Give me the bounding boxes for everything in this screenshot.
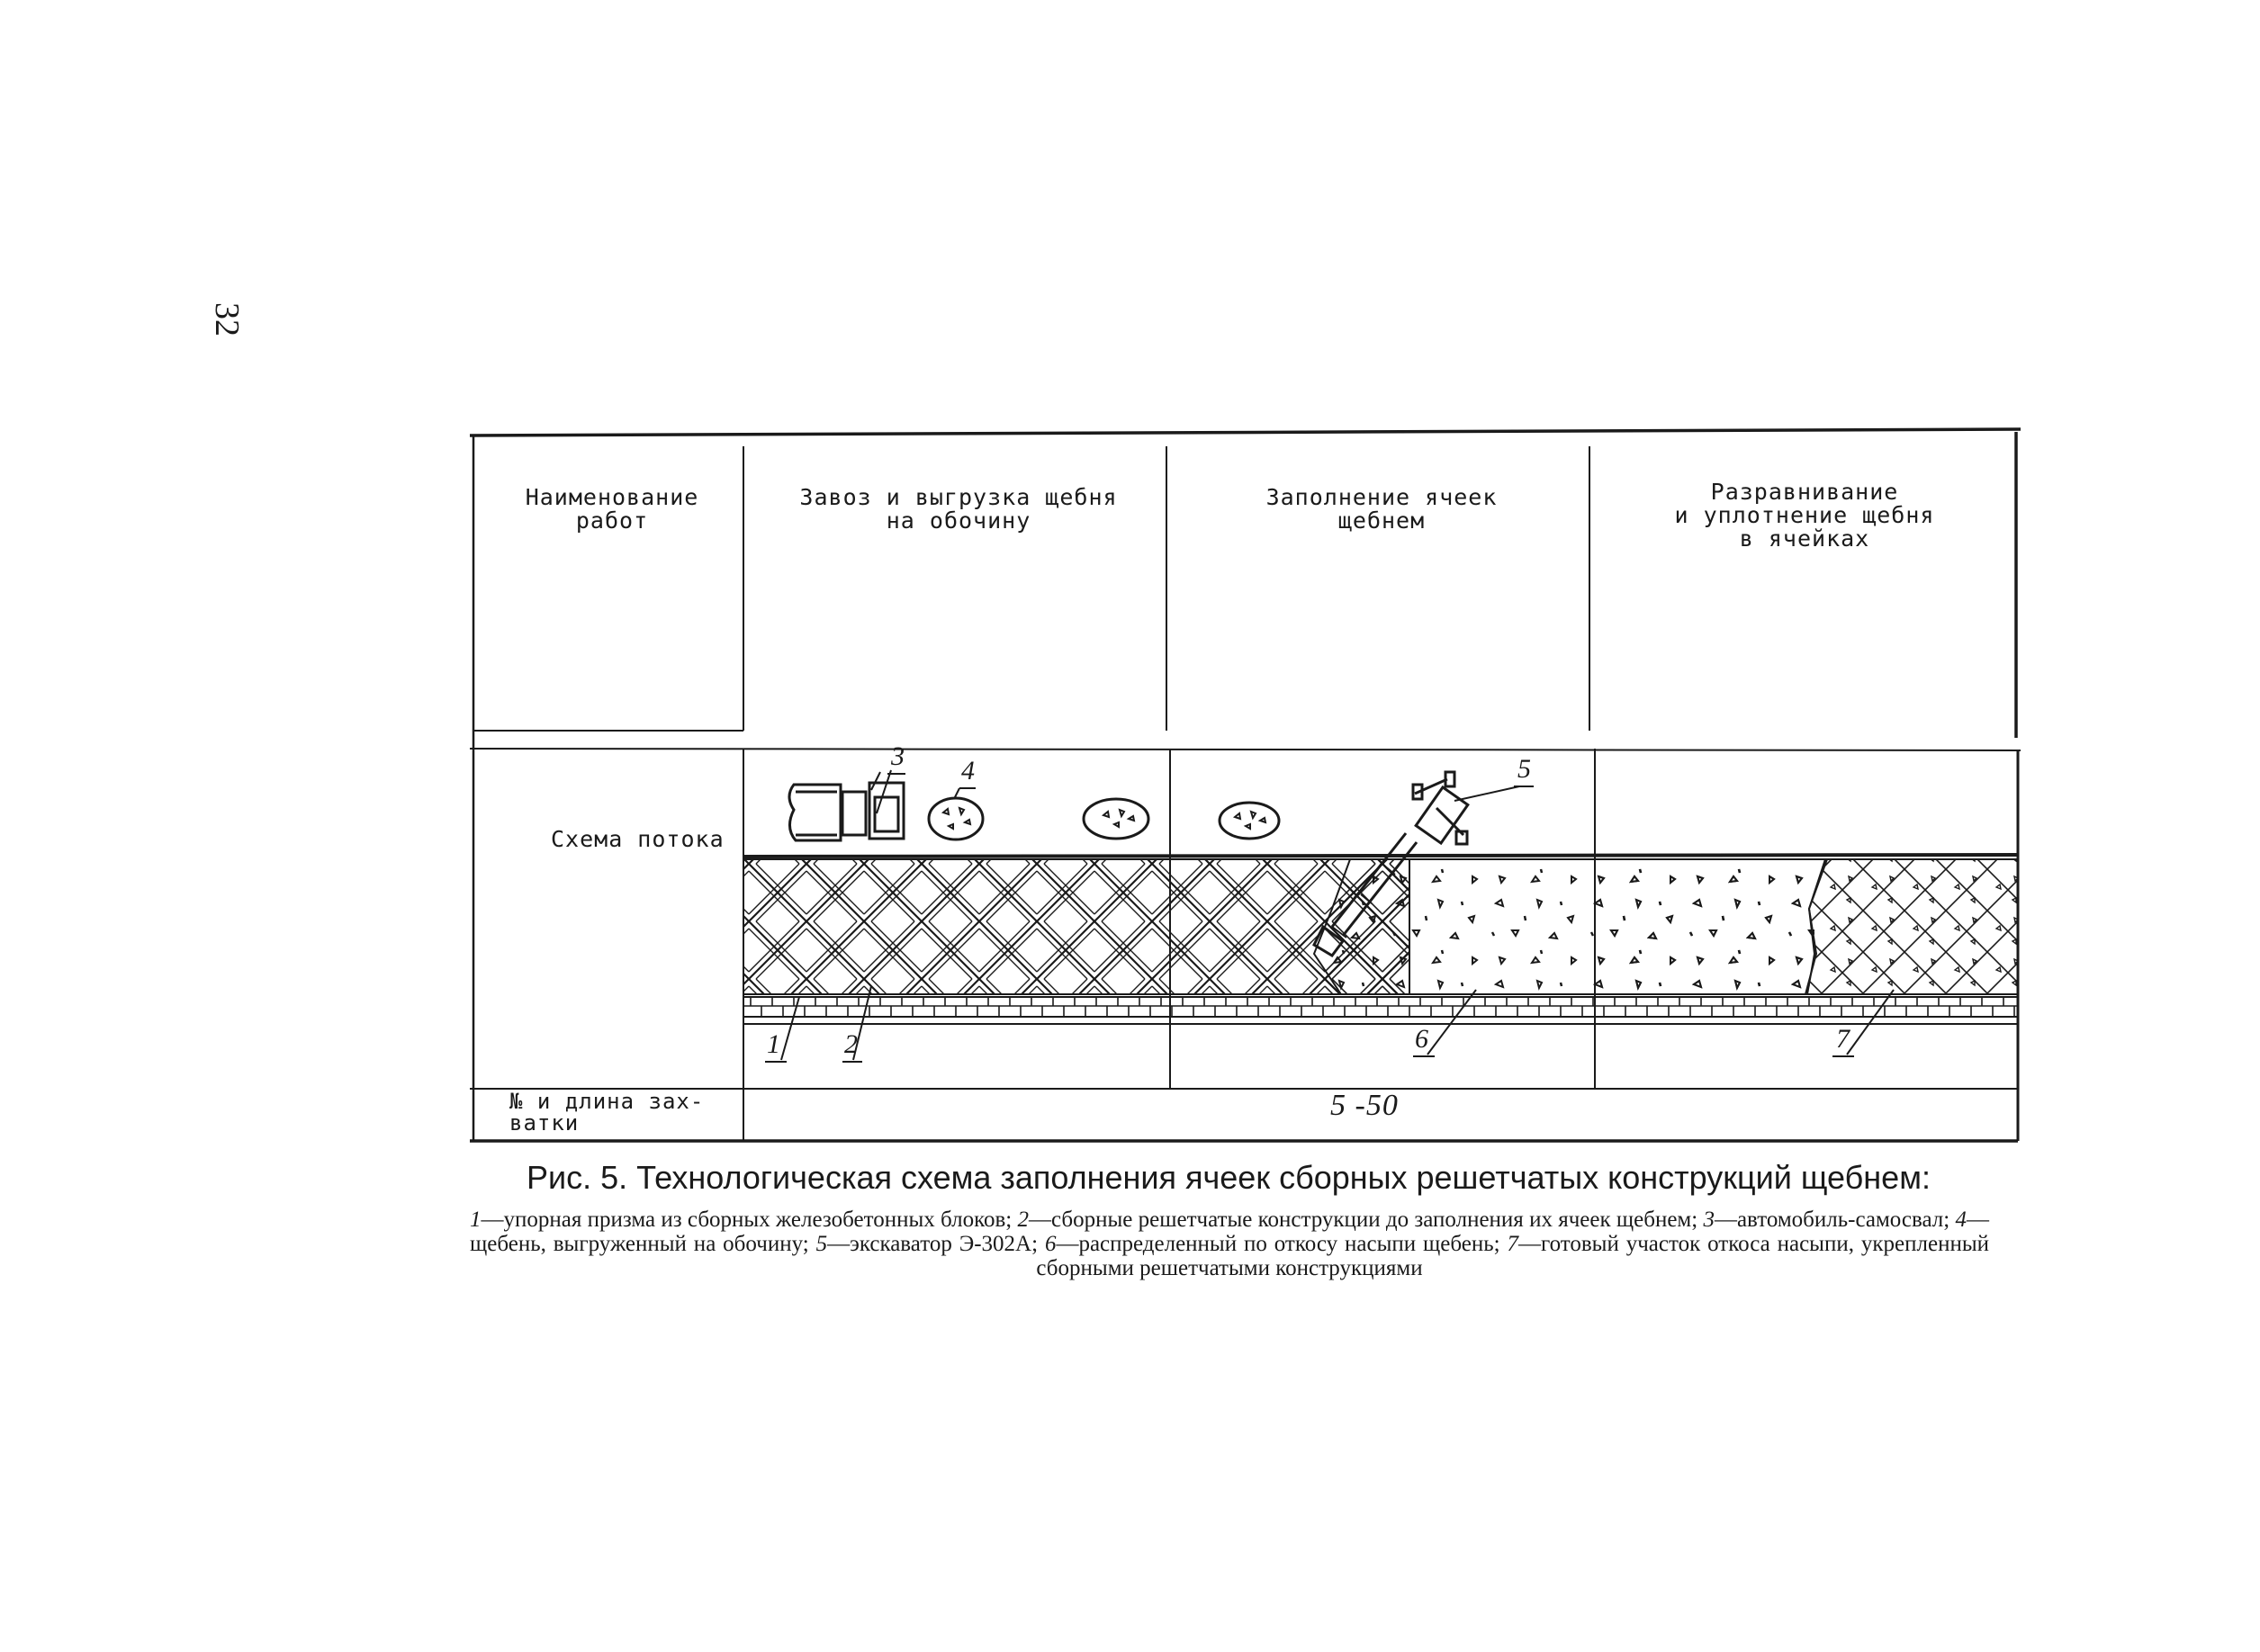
gravel-pile-icon bbox=[1220, 803, 1279, 839]
figure-caption-title: Рис. 5. Технологическая схема заполнения ячеек сборных решетчатых конструкций щебнем: bbox=[527, 1159, 1931, 1196]
legend-text-5: —экскаватор Э-302А; bbox=[827, 1232, 1045, 1256]
callout-3: 3 bbox=[891, 741, 905, 771]
callout-1: 1 bbox=[767, 1029, 781, 1059]
callout-4: 4 bbox=[961, 756, 976, 786]
legend-text-3: —автомобиль-самосвал; bbox=[1714, 1208, 1956, 1232]
row-label-grip: № и длина зах- ватки bbox=[509, 1089, 705, 1136]
legend-num-2: 2 bbox=[1017, 1208, 1029, 1232]
header-work-name: Наименование работ bbox=[525, 484, 699, 534]
callout-2: 2 bbox=[844, 1029, 859, 1059]
legend-text-1: —упорная призма из сборных железобетонных блоков; bbox=[481, 1208, 1018, 1232]
finished-slope-section bbox=[1805, 859, 2018, 994]
concrete-stop-prism bbox=[743, 997, 2018, 1017]
header-delivery: Завоз и выгрузка щебня на обочину bbox=[799, 484, 1118, 534]
legend-num-6: 6 bbox=[1044, 1232, 1057, 1256]
page-number: 32 bbox=[208, 302, 246, 337]
gravel-zone-right bbox=[1598, 859, 1814, 994]
legend-num-5: 5 bbox=[815, 1232, 828, 1256]
callout-5: 5 bbox=[1517, 754, 1532, 784]
gravel-pile-icon bbox=[929, 798, 983, 839]
legend-text-7: —готовый участок откоса насыпи, укрепленный сборными решетчатыми конструкциями bbox=[1036, 1232, 1990, 1280]
legend-num-1: 1 bbox=[470, 1208, 482, 1232]
legend-text-2: —сборные решетчатые конструкции до заполнения их ячеек щебнем; bbox=[1029, 1208, 1704, 1232]
header-filling: Заполнение ячеек щебнем bbox=[1265, 484, 1498, 534]
grip-value: 5 -50 bbox=[1330, 1089, 1399, 1122]
dump-truck-icon bbox=[789, 770, 904, 840]
gravel-pile-icon bbox=[1084, 799, 1148, 839]
legend-num-7: 7 bbox=[1507, 1232, 1518, 1256]
legend-num-3: 3 bbox=[1703, 1208, 1715, 1232]
row-label-flow-scheme: Схема потока bbox=[551, 826, 725, 852]
header-leveling: Разравнивание и уплотнение щебня в ячейках bbox=[1674, 479, 1935, 552]
callout-6: 6 bbox=[1415, 1024, 1429, 1054]
callout-7: 7 bbox=[1836, 1024, 1850, 1054]
legend-text-4: —щебень, выгруженный на обочину; bbox=[470, 1208, 1989, 1256]
lattice-slope-unfilled bbox=[743, 859, 1409, 994]
figure-legend bbox=[470, 1208, 1989, 1280]
road-edge-line bbox=[743, 855, 2018, 857]
legend-num-4: 4 bbox=[1955, 1208, 1967, 1232]
legend-text-6: —распределенный по откосу насыпи щебень; bbox=[1056, 1232, 1508, 1256]
